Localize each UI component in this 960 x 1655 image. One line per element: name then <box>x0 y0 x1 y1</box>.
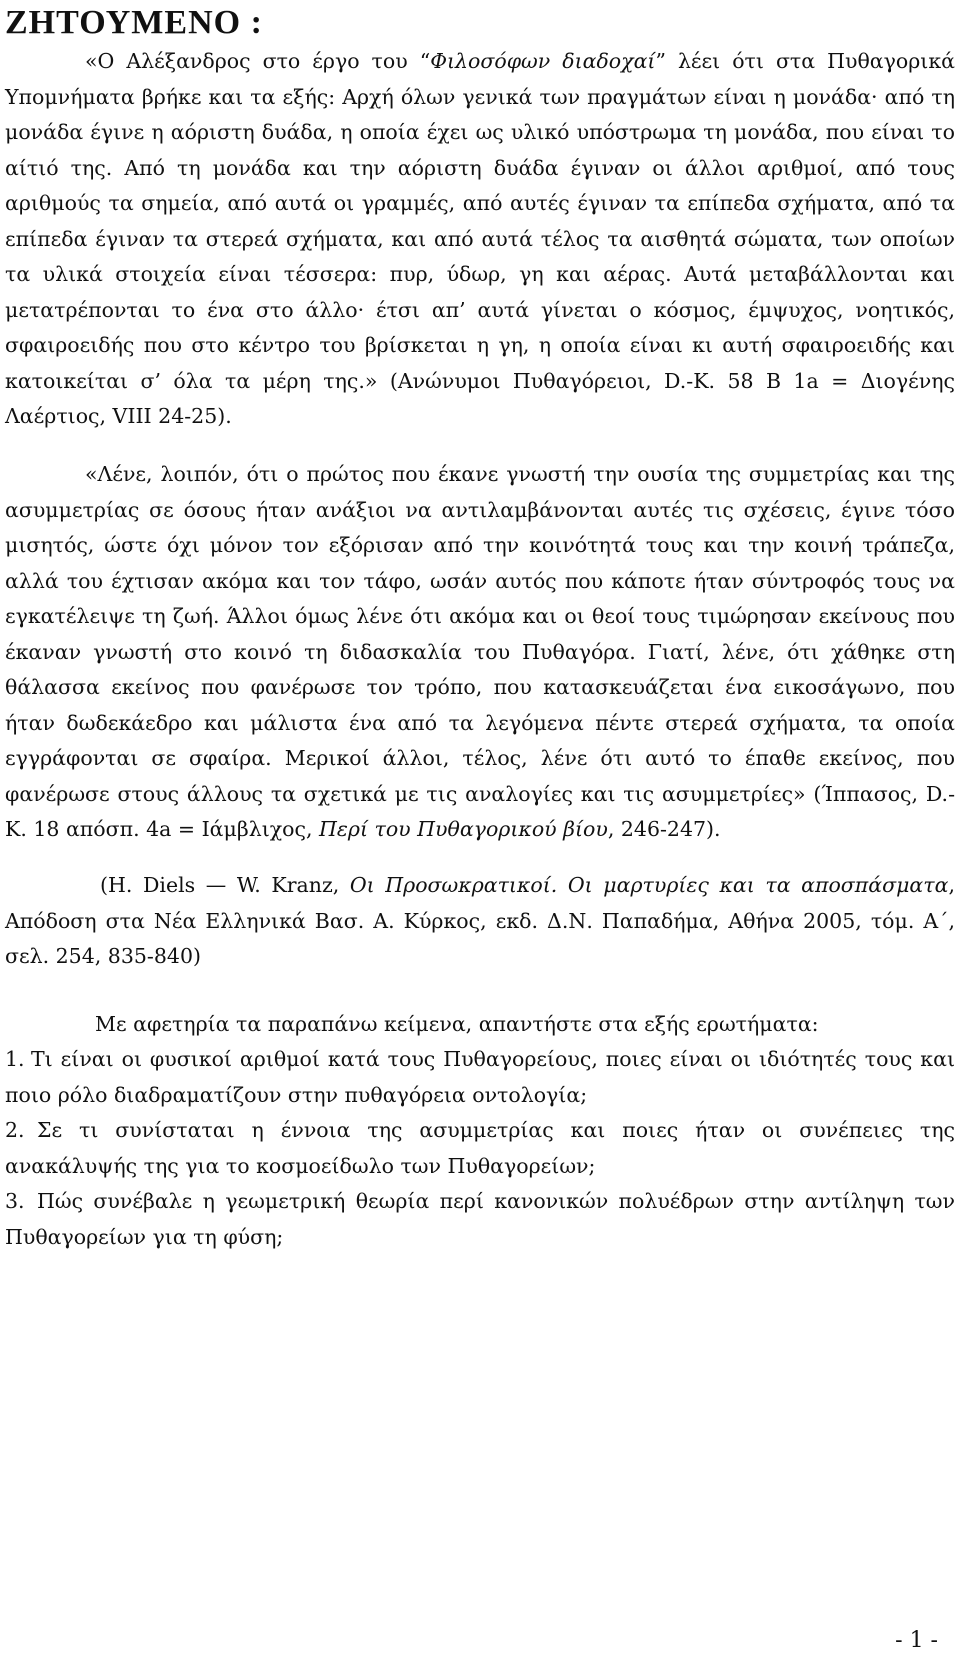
instructions: Με αφετηρία τα παραπάνω κείμενα, απαντήστε στα εξής ερωτήματα: <box>95 1012 819 1036</box>
quote-text-part-1: «Ο Αλέξανδρος στο έργο του “ <box>85 49 431 73</box>
quote-text-part-2: ” λέει ότι στα Πυθαγορικά Υπομνήματα βρήκε και τα εξής: Αρχή όλων γενικά των πραγμάτων είναι η μονάδα· από τη μονάδα έγινε η αόριστη δυάδα, η οποία έχει ως υλικό υπόστρωμα τη μονάδα, που είναι το αίτιό της. Από τη μονάδα και την αόριστη δυάδα έγιναν οι άλλοι αριθμοί, από τους αριθμούς τα σημεία, από αυτά οι γραμμές, από αυτές έγιναν τα επίπεδα σχήματα, από τα επίπεδα έγιναν τα στερεά σχήματα, και από αυτά τέλος τα αισθητά σώματα, των οποίων τα υλικά στοιχεία είναι τέσσερα: πυρ, ύδωρ, γη και αέρας. Αυτά μεταβάλλονται και μετατρέπονται το ένα στο άλλο· έτσι απ’ αυτά γίνεται ο κόσμος, έμψυχος, νοητικός, σφαιροειδής που στο κέντρο του βρίσκεται η γη, η οποία είναι κι αυτή σφαιροειδής και κατοικείται σ’ όλα τα μέρη της.» (Ανώνυμοι Πυθαγόρειοι, D.-K. 58 B 1a = Διογένης Λαέρτιος, VIII 24-25). <box>5 49 955 428</box>
question-2 <box>5 1113 955 1184</box>
work-title-pythagorean-life: Περί του Πυθαγορικού βίου <box>319 817 608 841</box>
quote-paragraph-alexander <box>5 44 955 435</box>
question-text: Πώς συνέβαλε η γεωμετρική θεωρία περί κανονικών πολυέδρων στην αντίληψη των Πυθαγορείων για τη φύση; <box>5 1189 955 1249</box>
question-number: 2. <box>5 1118 25 1142</box>
quote-text-hippasus-end: , 246-247). <box>607 817 721 841</box>
citation-book-title: Οι Προσωκρατικοί. Οι μαρτυρίες και τα αποσπάσματα <box>349 873 949 897</box>
citation-authors: (H. Diels — W. Kranz, <box>100 873 350 897</box>
question-1 <box>5 1042 955 1113</box>
question-text: Σε τι συνίσταται η έννοια της ασυμμετρίας και ποιες ήταν οι συνέπειες της ανακάλυψής της για το κοσμοείδωλο των Πυθαγορείων; <box>5 1118 955 1178</box>
citation-details: , Απόδοση στα Νέα Ελληνικά Βασ. Α. Κύρκος, εκδ. Δ.Ν. Παπαδήμα, Αθήνα 2005, τόμ. Α΄, σελ. 254, 835-840) <box>5 873 955 968</box>
question-text: Τι είναι οι φυσικοί αριθμοί κατά τους Πυθαγορείους, ποιες είναι οι ιδιότητές τους και ποιο ρόλο διαδραματίζουν στην πυθαγόρεια οντολογία; <box>5 1047 955 1107</box>
quote-text-hippasus: «Λένε, λοιπόν, ότι ο πρώτος που έκανε γνωστή την ουσία της συμμετρίας και της ασυμμετρίας σε όσους ήταν ανάξιοι να αντιλαμβάνονται αυτές τις σχέσεις, έγινε τόσο μισητός, ώστε όχι μόνον τον εξόρισαν από την κοινότητά τους και την κοινή τράπεζα, αλλά του έχτισαν ακόμα και τον τάφο, ωσάν αυτός που κάποτε ήταν σύντροφός τους να εγκατέλειψε τη ζωή. Άλλοι όμως λένε ότι ακόμα και οι θεοί τους τιμώρησαν εκείνους που έκαναν γνωστή στο κοινό τη διδασκαλία του Πυθαγόρα. Γιατί, λένε, ότι χάθηκε στη θάλασσα εκείνος που φανέρωσε τον τρόπο, που κατασκευάζεται ένα εικοσάγωνο, που ήταν δωδεκάεδρο και μάλιστα ένα από τα λεγόμενα πέντε στερεά σχήματα, τα οποία εγγράφονται σε σφαίρα. Μερικοί άλλοι, τέλος, λένε ότι αυτό το έπαθε εκείνος, που φανέρωσε στους άλλους τα σχετικά με τις αναλογίες και τις ασυμμετρίες» (Ίππασος, D.-K. 18 απόσπ. 4a = Ιάμβλιχος, <box>5 462 955 841</box>
question-number: 3. <box>5 1189 25 1213</box>
work-title-diadochai: Φιλοσόφων διαδοχαί <box>430 49 656 73</box>
source-citation <box>5 868 955 975</box>
question-number: 1. <box>5 1047 25 1071</box>
page-number: - 1 - <box>895 1628 938 1653</box>
page-heading: ΖΗΤΟΥΜΕΝΟ : <box>5 4 263 41</box>
quote-paragraph-hippasus <box>5 457 955 848</box>
question-3 <box>5 1184 955 1255</box>
